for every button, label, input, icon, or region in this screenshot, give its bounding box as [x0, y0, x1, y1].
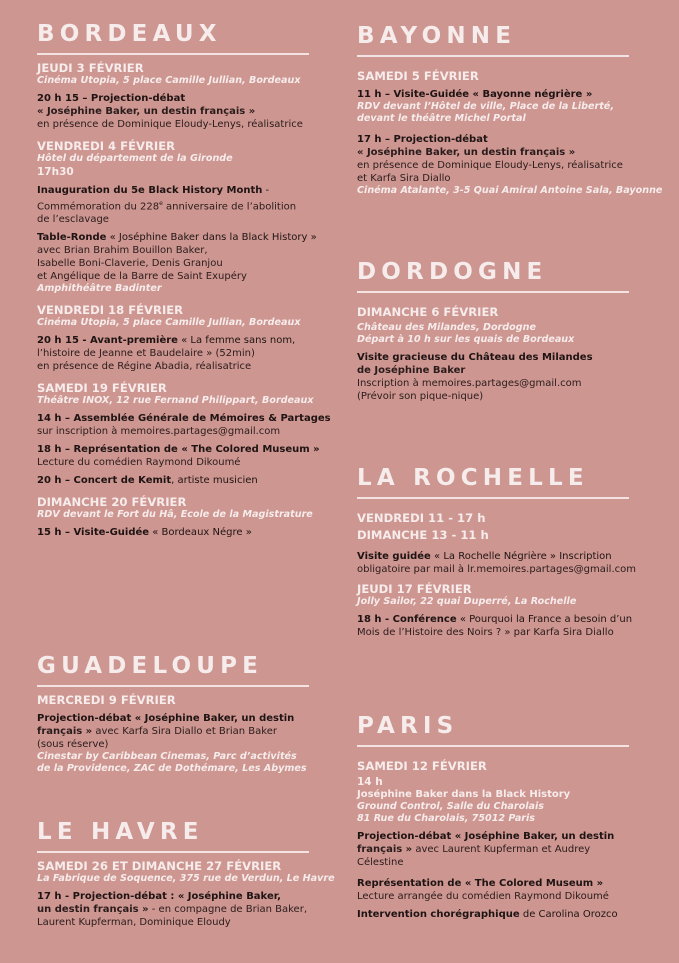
event-venue: Cinéma Utopia, 5 place Camille Jullian, Bordeaux: [37, 317, 301, 329]
event-venue: Château des Milandes, Dordogne: [357, 322, 536, 333]
event-date: DIMANCHE 13 - 11 h: [357, 528, 489, 542]
event-title: 20 h – Concert de Kemit: [37, 475, 172, 487]
event-block: [37, 303, 309, 373]
divider: [37, 53, 309, 55]
event-description: et Angélique de la Barre de Saint Exupéry: [37, 271, 247, 283]
event-title: Table-Ronde: [37, 232, 107, 244]
event-description: Célestine: [357, 857, 404, 868]
event-description: Lecture arrangée du comédien Raymond Dikoumé: [357, 891, 609, 902]
event-venue: Ground Control, Salle du Charolais: [357, 801, 544, 812]
divider: [357, 745, 629, 747]
event-text: « Bordeaux Négre »: [149, 527, 252, 539]
event-venue: RDV devant l’Hôtel de ville, Place de la Liberté,: [357, 101, 614, 112]
event-block: [37, 495, 313, 539]
event-description: (Prévoir son pique-nique): [357, 391, 484, 402]
event-venue: Cinéma Atalante, 3-5 Quai Amiral Antoine Sala, Bayonne: [357, 185, 663, 196]
event-title: 17 h - Projection-débat : « Joséphine Baker,: [37, 891, 281, 902]
event-title: Inauguration du 5e Black History Month: [37, 185, 263, 196]
region-bordeaux: [37, 20, 331, 539]
event-venue: RDV devant le Fort du Hâ, Ecole de la Magistrature: [37, 509, 313, 521]
event-text: anniversaire de l’abolition: [162, 201, 297, 213]
event-block: [37, 381, 331, 487]
event-description: et Karfa Sira Diallo: [357, 173, 451, 184]
region-title: PARIS: [357, 713, 459, 739]
event-description: (sous réserve): [37, 739, 109, 750]
event-date: VENDREDI 18 FÉVRIER: [37, 303, 184, 318]
divider: [37, 851, 309, 853]
event-venue: 81 Rue du Charolais, 75012 Paris: [357, 813, 536, 824]
event-block: [37, 139, 317, 295]
event-title: Visite guidée: [357, 551, 431, 562]
event-text: « La femme sans nom,: [177, 335, 296, 347]
region-le-havre: [37, 818, 335, 929]
event-text: avec Karfa Sira Diallo et Brian Baker: [92, 726, 277, 737]
event-date: MERCREDI 9 FÉVRIER: [37, 693, 176, 707]
event-title: Représentation de « The Colored Museum »: [357, 878, 604, 889]
event-title: Projection-débat « Joséphine Baker, un destin: [357, 831, 615, 842]
event-description: Lecture du comédien Raymond Dikoumé: [37, 457, 241, 469]
event-title: français »: [37, 726, 93, 737]
region-title: BAYONNE: [357, 23, 517, 49]
event-date: VENDREDI 4 FÉVRIER: [37, 139, 176, 153]
event-title: de Joséphine Baker: [357, 365, 466, 376]
event-title: Projection-débat « Joséphine Baker, un destin: [37, 713, 295, 724]
divider: [357, 497, 629, 499]
event-venue: Théâtre INOX, 12 rue Fernand Philippart, Bordeaux: [37, 395, 314, 407]
event-text: « La Rochelle Négrière » Inscription: [430, 551, 612, 562]
event-text: Commémoration du 228: [37, 201, 160, 213]
event-title: 20 h 15 - Avant-première: [37, 335, 178, 347]
event-description: Inscription à memoires.partages@gmail.com: [357, 378, 582, 389]
region-title: GUADELOUPE: [37, 653, 264, 679]
event-description: sur inscription à memoires.partages@gmail.com: [37, 426, 281, 438]
event-title: 18 h - Conférence: [357, 614, 457, 625]
event-date: SAMEDI 5 FÉVRIER: [357, 69, 479, 83]
region-la-rochelle: [357, 464, 636, 639]
event-title: « Joséphine Baker, un destin français »: [37, 106, 256, 117]
divider: [357, 291, 629, 293]
event-description: en présence de Régine Abadia, réalisatrice: [37, 361, 252, 373]
region-title: LA ROCHELLE: [357, 465, 589, 491]
event-description: de l’esclavage: [37, 214, 109, 226]
event-text: , artiste musicien: [171, 475, 258, 487]
event-title: 14 h – Assemblée Générale de Mémoires & Partages: [37, 413, 331, 425]
event-venue: Cinéma Utopia, 5 place Camille Jullian, Bordeaux: [37, 75, 301, 86]
event-date: SAMEDI 26 ET DIMANCHE 27 FÉVRIER: [37, 859, 282, 873]
event-venue: Hôtel du département de la Gironde: [37, 153, 233, 164]
event-venue: Cinestar by Caribbean Cinemas, Parc d’activités: [37, 751, 297, 762]
event-text: « Joséphine Baker dans la Black History »: [106, 232, 317, 244]
event-description: en présence de Dominique Eloudy-Lenys, réalisatrice: [357, 160, 623, 171]
event-time: 17h30: [37, 166, 74, 178]
event-description: obligatoire par mail à lr.memoires.partages@gmail.com: [357, 564, 636, 575]
event-date: JEUDI 3 FÉVRIER: [37, 61, 144, 75]
event-time: 14 h: [357, 776, 383, 788]
region-title: DORDOGNE: [357, 259, 548, 285]
divider: [37, 685, 309, 687]
event-title: Intervention chorégraphique: [357, 909, 520, 920]
superscript: e: [159, 200, 163, 207]
event-description: l’histoire de Jeanne et Baudelaire » (52min): [37, 348, 255, 360]
event-title: 15 h – Visite-Guidée: [37, 527, 150, 539]
event-date: SAMEDI 19 FÉVRIER: [37, 381, 167, 396]
event-title: un destin français »: [37, 904, 149, 915]
event-text: -: [262, 185, 270, 196]
event-title: 17 h – Projection-débat: [357, 134, 488, 145]
region-title: BORDEAUX: [37, 21, 222, 47]
event-date: JEUDI 17 FÉVRIER: [357, 582, 472, 596]
event-description: Laurent Kupferman, Dominique Eloudy: [37, 917, 231, 928]
event-text: - en compagne de Brian Baker,: [148, 904, 308, 915]
region-bayonne: [357, 22, 663, 197]
event-description: Isabelle Boni-Claverie, Denis Granjou: [37, 258, 223, 270]
event-title: « Joséphine Baker, un destin français »: [357, 147, 576, 158]
event-date: SAMEDI 12 FÉVRIER: [357, 759, 487, 773]
event-date: DIMANCHE 20 FÉVRIER: [37, 495, 187, 510]
event-description: [37, 197, 309, 213]
event-description: en présence de Dominique Eloudy-Lenys, réalisatrice: [37, 119, 303, 130]
event-block: [37, 61, 309, 131]
event-text: « Pourquoi la France a besoin d’un: [456, 614, 633, 625]
event-text: avec Laurent Kupferman et Audrey: [412, 844, 591, 855]
event-date: DIMANCHE 6 FÉVRIER: [357, 305, 499, 319]
event-date: VENDREDI 11 - 17 h: [357, 511, 486, 525]
event-description: Mois de l’Histoire des Noirs ? » par Karfa Sira Diallo: [357, 627, 614, 638]
event-title: 11 h – Visite-Guidée « Bayonne négrière »: [357, 89, 593, 100]
event-venue: Amphithéâtre Badinter: [37, 283, 162, 295]
event-title: 18 h – Représentation de « The Colored Museum »: [37, 444, 320, 456]
event-venue: La Fabrique de Soquence, 375 rue de Verdun, Le Havre: [37, 873, 335, 884]
region-dordogne: [357, 258, 629, 403]
event-subtitle: Joséphine Baker dans la Black History: [357, 789, 571, 800]
event-venue: Jolly Sailor, 22 quai Duperré, La Rochelle: [357, 596, 577, 607]
event-title: 20 h 15 – Projection-débat: [37, 93, 186, 104]
event-description: avec Brian Brahim Bouillon Baker,: [37, 245, 208, 257]
region-guadeloupe: [37, 652, 309, 775]
event-title: Visite gracieuse du Château des Milandes: [357, 352, 593, 363]
event-venue: de la Providence, ZAC de Dothémare, Les Abymes: [37, 763, 307, 774]
event-venue: Départ à 10 h sur les quais de Bordeaux: [357, 334, 575, 345]
event-venue: devant le théâtre Michel Portal: [357, 113, 526, 124]
event-title: français »: [357, 844, 413, 855]
divider: [357, 55, 629, 57]
event-text: de Carolina Orozco: [519, 909, 618, 920]
region-title: LE HAVRE: [37, 819, 204, 845]
region-paris: [357, 712, 629, 921]
